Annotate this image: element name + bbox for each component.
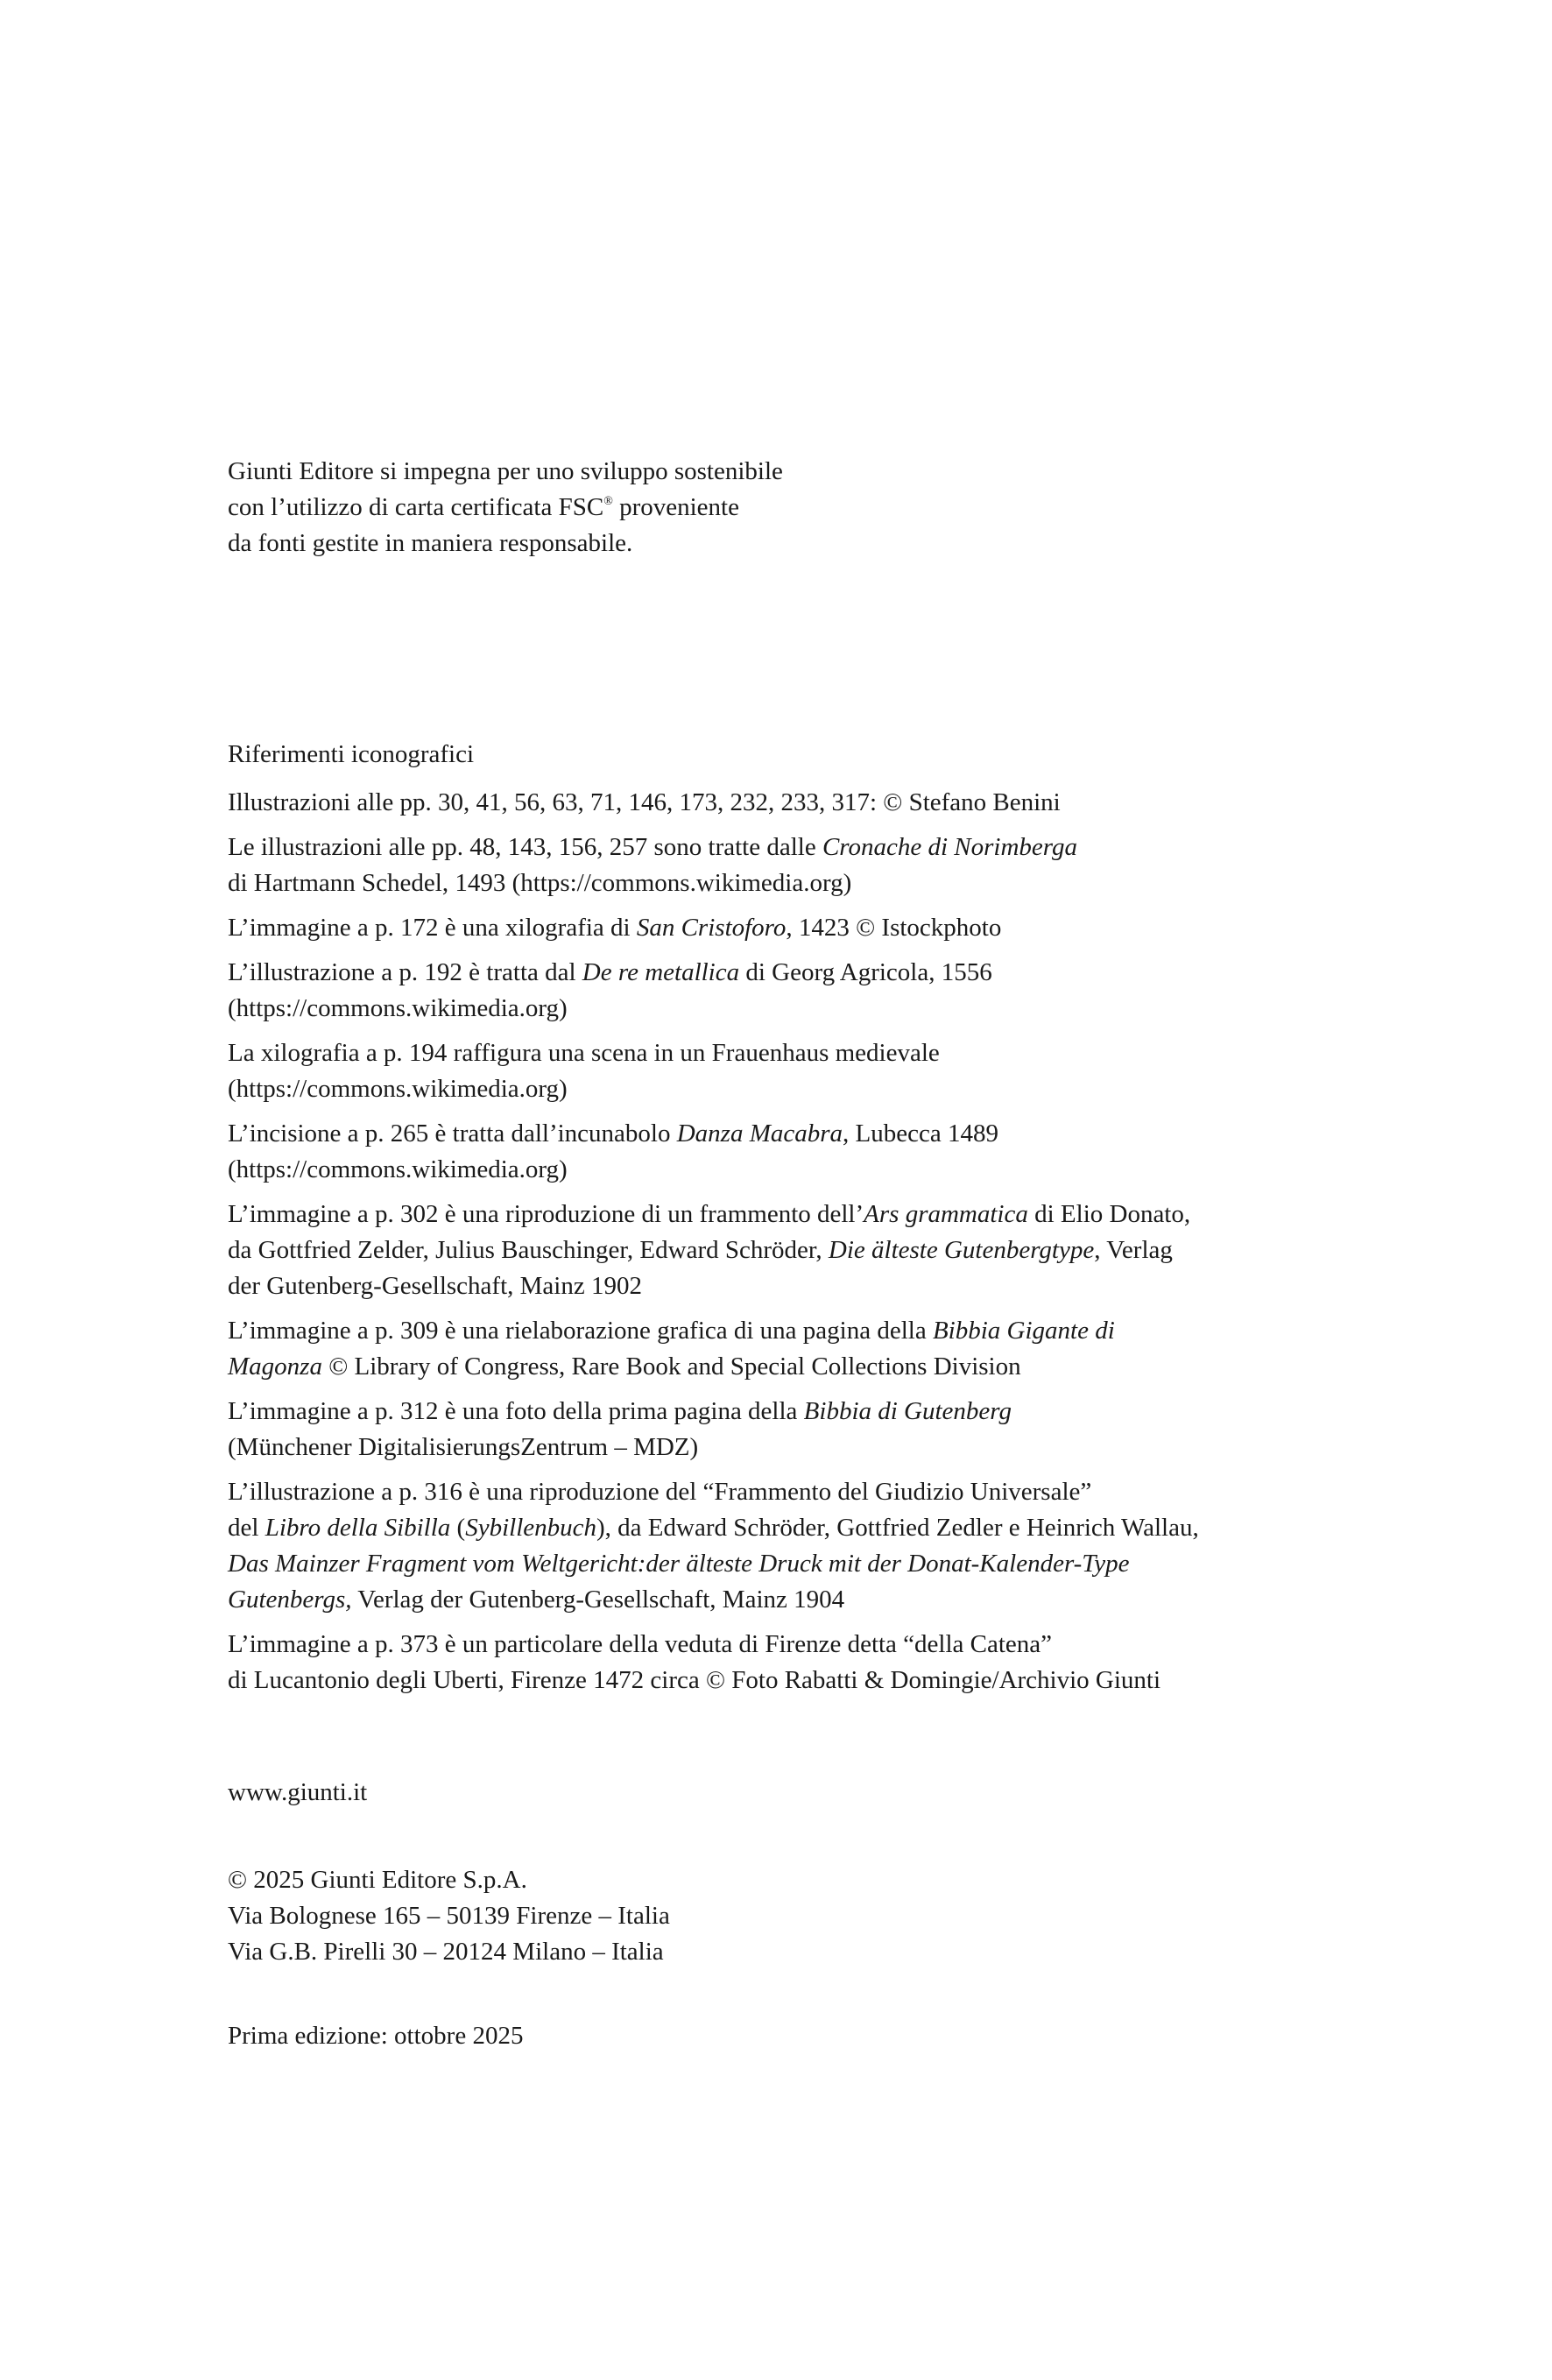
fsc-line-2: con l’utilizzo di carta certificata FSC® proveniente bbox=[228, 493, 739, 521]
address-milan: Via G.B. Pirelli 30 – 20124 Milano – Italia bbox=[228, 1938, 664, 1966]
credit-entry: L’incisione a p. 265 è tratta dall’incunabolo Danza Macabra, Lubecca 1489 (https://commons.wikimedia.org) bbox=[228, 1119, 998, 1183]
edition-line: Prima edizione: ottobre 2025 bbox=[228, 2022, 524, 2050]
credit-entry: L’immagine a p. 312 è una foto della prima pagina della Bibbia di Gutenberg (Münchener DigitalisierungsZentrum – MDZ) bbox=[228, 1397, 1012, 1461]
credit-entry: L’immagine a p. 309 è una rielaborazione grafica di una pagina della Bibbia Gigante di Magonza © Library of Congress, Rare Book and Special Collections Division bbox=[228, 1317, 1115, 1381]
credits-heading: Riferimenti iconografici bbox=[228, 740, 475, 768]
fsc-line-3: da fonti gestite in maniera responsabile. bbox=[228, 529, 633, 557]
credit-entry: L’immagine a p. 302 è una riproduzione di un frammento dell’Ars grammatica di Elio Donato, da Gottfried Zelder, Julius Bauschinger, Edward Schröder, Die älteste Gutenbergtype, Verlag der Gutenberg-Gesellschaft, Mainz 1902 bbox=[228, 1200, 1191, 1300]
credit-entry: La xilografia a p. 194 raffigura una scena in un Frauenhaus medievale (https://commons.wikimedia.org) bbox=[228, 1039, 940, 1103]
credit-entry: Le illustrazioni alle pp. 48, 143, 156, 257 sono tratte dalle Cronache di Norimberga di Hartmann Schedel, 1493 (https://commons.wikimedia.org) bbox=[228, 833, 1077, 897]
website-url: www.giunti.it bbox=[228, 1778, 368, 1806]
credit-entry: L’illustrazione a p. 316 è una riproduzione del “Frammento del Giudizio Universale” del Libro della Sibilla (Sybillenbuch), da Edward Schröder, Gottfried Zedler e Heinrich Wallau, Das Mainzer Fragment vom Weltgericht:der älteste Druck mit der Donat-Kalender-Type Gutenbergs, Verlag der Gutenberg-Gesellschaft, Mainz 1904 bbox=[228, 1478, 1199, 1614]
edition-info bbox=[228, 2018, 1366, 2054]
fsc-line-1: Giunti Editore si impegna per uno sviluppo sostenibile bbox=[228, 457, 783, 485]
credit-entry: L’illustrazione a p. 192 è tratta dal De re metallica di Georg Agricola, 1556 (https://commons.wikimedia.org) bbox=[228, 958, 992, 1022]
copyright-notice bbox=[228, 1862, 1366, 1970]
website bbox=[228, 1775, 1366, 1811]
credit-entry: L’immagine a p. 172 è una xilografia di San Cristoforo, 1423 © Istockphoto bbox=[228, 914, 1002, 942]
copyright-line: © 2025 Giunti Editore S.p.A. bbox=[228, 1866, 527, 1894]
credit-entry: Illustrazioni alle pp. 30, 41, 56, 63, 71, 146, 173, 232, 233, 317: © Stefano Benini bbox=[228, 788, 1061, 816]
credit-entry: L’immagine a p. 373 è un particolare della veduta di Firenze detta “della Catena” di Lucantonio degli Uberti, Firenze 1472 circa © Foto Rabatti & Domingie/Archivio Giunti bbox=[228, 1630, 1161, 1694]
image-credits bbox=[228, 737, 1366, 1707]
registered-mark: ® bbox=[603, 495, 613, 508]
fsc-notice bbox=[228, 454, 1366, 561]
address-florence: Via Bolognese 165 – 50139 Firenze – Italia bbox=[228, 1902, 670, 1930]
